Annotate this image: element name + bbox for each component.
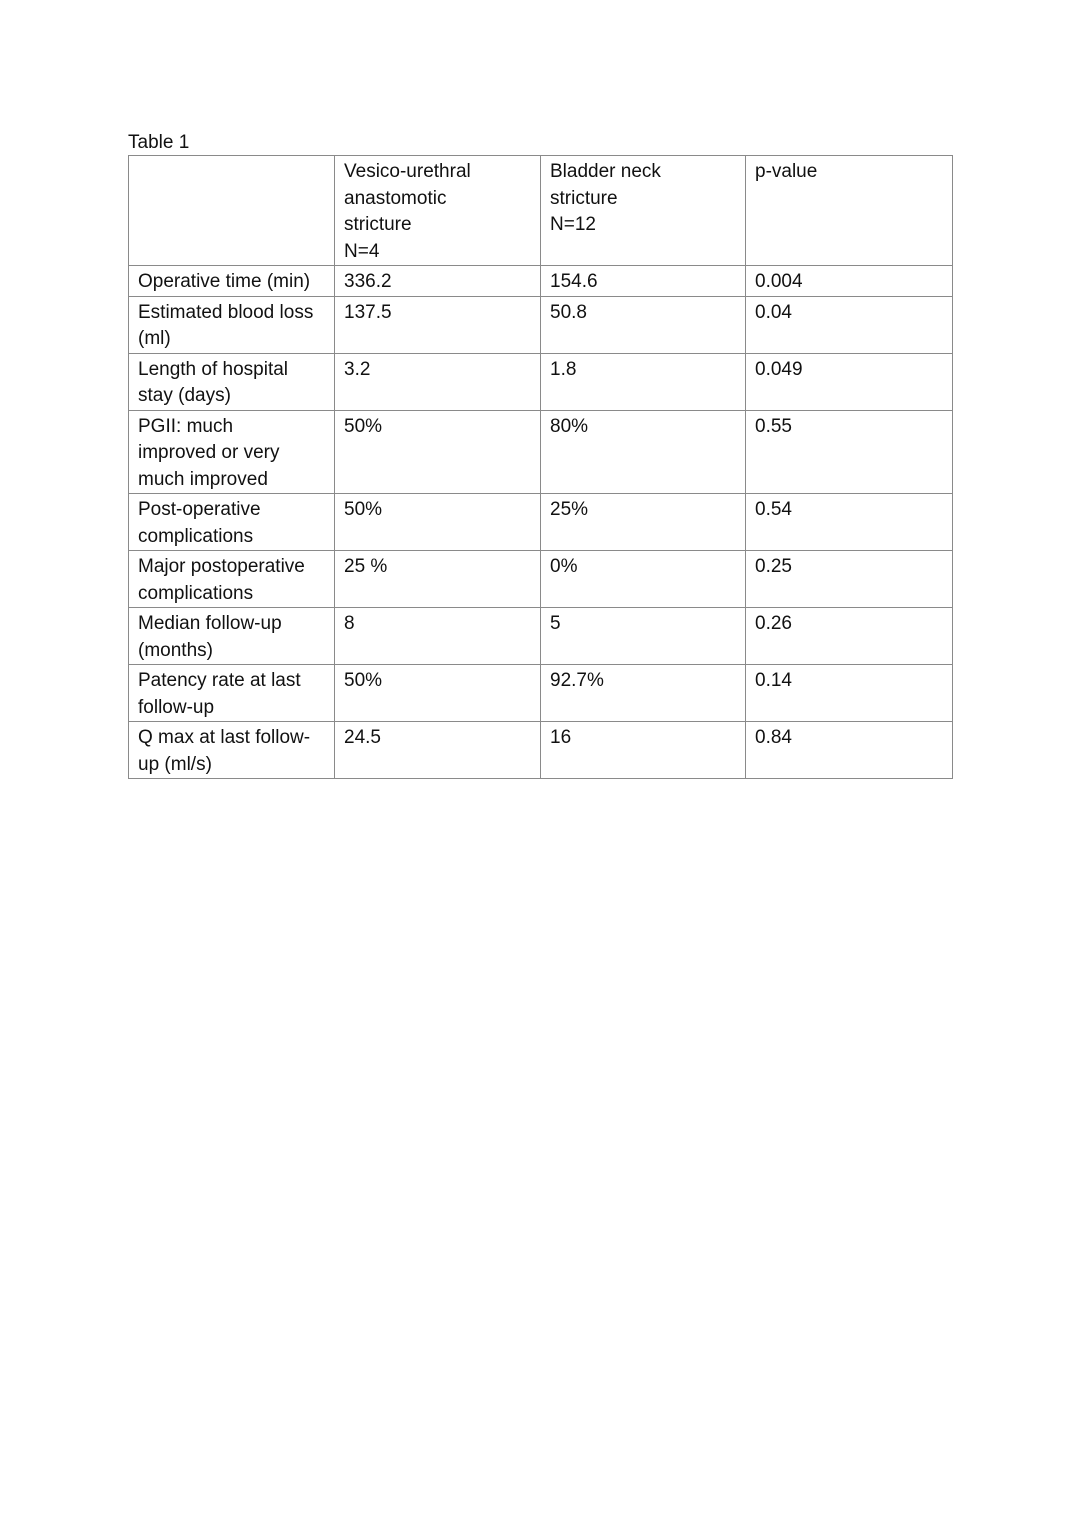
- table-cell: 5: [541, 608, 746, 665]
- table-caption: Table 1: [128, 132, 190, 153]
- table-cell: 154.6: [541, 266, 746, 297]
- table-cell: 0.26: [746, 608, 953, 665]
- row-label-cell: PGII: much improved or very much improved: [129, 410, 335, 494]
- table-cell: 0.049: [746, 353, 953, 410]
- row-label-cell: Patency rate at last follow-up: [129, 665, 335, 722]
- table-cell: 50%: [335, 410, 541, 494]
- table-cell: 0.14: [746, 665, 953, 722]
- table-cell: 92.7%: [541, 665, 746, 722]
- table-cell: 0.004: [746, 266, 953, 297]
- table-cell: 0.84: [746, 722, 953, 779]
- row-label-cell: Major postoperative complications: [129, 551, 335, 608]
- row-label-cell: Operative time (min): [129, 266, 335, 297]
- row-label-cell: Length of hospital stay (days): [129, 353, 335, 410]
- table-cell: 0.04: [746, 296, 953, 353]
- table-row: [129, 665, 953, 722]
- table-cell: 80%: [541, 410, 746, 494]
- table-cell: 24.5: [335, 722, 541, 779]
- header-cell-bladder-neck: Bladder neck stricture N=12: [541, 156, 746, 266]
- table-cell: 16: [541, 722, 746, 779]
- table-cell: 0%: [541, 551, 746, 608]
- table-cell: 3.2: [335, 353, 541, 410]
- table-cell: 50.8: [541, 296, 746, 353]
- row-label-cell: Post-operative complications: [129, 494, 335, 551]
- header-cell-empty: [129, 156, 335, 266]
- table-cell: 50%: [335, 665, 541, 722]
- table-row: [129, 296, 953, 353]
- table-cell: 0.54: [746, 494, 953, 551]
- table-row: [129, 494, 953, 551]
- header-cell-vesico-urethral: Vesico-urethral anastomotic stricture N=4: [335, 156, 541, 266]
- table-row: [129, 608, 953, 665]
- table-row: [129, 353, 953, 410]
- table-cell: 0.55: [746, 410, 953, 494]
- table-cell: 25%: [541, 494, 746, 551]
- table-cell: 1.8: [541, 353, 746, 410]
- row-label-cell: Median follow-up (months): [129, 608, 335, 665]
- table-header-row: [129, 156, 953, 266]
- table-row: [129, 410, 953, 494]
- table-row: [129, 551, 953, 608]
- table-cell: 137.5: [335, 296, 541, 353]
- row-label-cell: Estimated blood loss (ml): [129, 296, 335, 353]
- table-cell: 0.25: [746, 551, 953, 608]
- table-cell: 8: [335, 608, 541, 665]
- table-cell: 25 %: [335, 551, 541, 608]
- header-cell-p-value: p-value: [746, 156, 953, 266]
- table-cell: 336.2: [335, 266, 541, 297]
- table-cell: 50%: [335, 494, 541, 551]
- table-row: [129, 266, 953, 297]
- row-label-cell: Q max at last follow- up (ml/s): [129, 722, 335, 779]
- results-table: [128, 155, 953, 779]
- table-row: [129, 722, 953, 779]
